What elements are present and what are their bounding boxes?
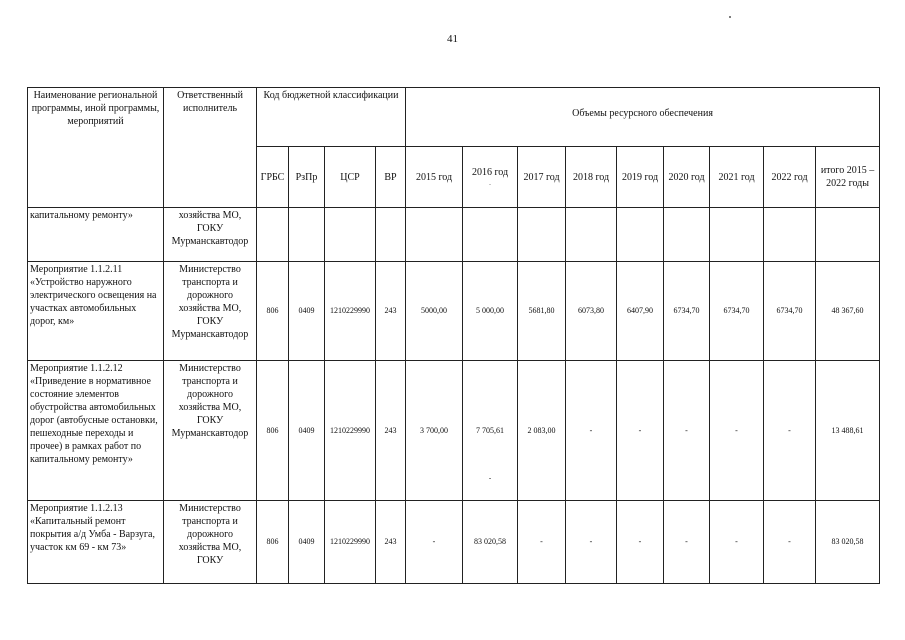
cell-rzpr: 0409	[289, 360, 325, 500]
cell-2018: -	[566, 360, 617, 500]
cell-total: 13 488,61	[816, 360, 880, 500]
cell-vr: 243	[376, 500, 406, 583]
row-executor: Министерство транспорта и дорожного хозяйства МО, ГОКУ Мурманскавтодор	[164, 360, 257, 500]
row-name: Мероприятие 1.1.2.12 «Приведение в нормативное состояние элементов обустройства автомобильных дорог (автобусные остановки, пешеходные переходы и прочее) в рамках работ по капитальному ремонту»	[28, 360, 164, 500]
cell-total: 48 367,60	[816, 262, 880, 360]
cell-2021: -	[710, 500, 764, 583]
cell-total: 83 020,58	[816, 500, 880, 583]
cell-2019: 6407,90	[617, 262, 664, 360]
cell-2015: 3 700,00	[406, 360, 463, 500]
stray-dot	[729, 16, 731, 18]
cell-2015: -	[406, 500, 463, 583]
cell-2016	[463, 208, 518, 262]
cell-2017: 2 083,00	[518, 360, 566, 500]
cell-2021: -	[710, 360, 764, 500]
cell-2021: 6734,70	[710, 262, 764, 360]
cell-csr: 1210229990	[325, 500, 376, 583]
row-name: Мероприятие 1.1.2.11 «Устройство наружного электрического освещения на участках автомобильных дорог, км»	[28, 262, 164, 360]
row-executor: хозяйства МО, ГОКУ Мурманскавтодор	[164, 208, 257, 262]
cell-vr: 243	[376, 262, 406, 360]
stray-mark: -	[489, 181, 492, 188]
cell-vr	[376, 208, 406, 262]
page-number: 41	[447, 33, 458, 45]
table-row	[28, 360, 880, 500]
budget-table	[27, 87, 880, 584]
header-year-2022: 2022 год	[764, 147, 816, 208]
cell-2019: -	[617, 360, 664, 500]
header-csr: ЦСР	[325, 147, 376, 208]
cell-vr: 243	[376, 360, 406, 500]
header-executor: Ответственный исполнитель	[164, 88, 257, 208]
header-name: Наименование региональной программы, иной программы, мероприятий	[28, 88, 164, 208]
cell-2018	[566, 208, 617, 262]
cell-csr	[325, 208, 376, 262]
header-year-2018: 2018 год	[566, 147, 617, 208]
header-budget-code: Код бюджетной классификации	[257, 88, 406, 147]
cell-2020: -	[664, 500, 710, 583]
header-year-2016	[463, 147, 518, 208]
cell-grbs	[257, 208, 289, 262]
cell-2019: -	[617, 500, 664, 583]
header-vr: ВР	[376, 147, 406, 208]
cell-2020	[664, 208, 710, 262]
cell-rzpr: 0409	[289, 500, 325, 583]
cell-2022: 6734,70	[764, 262, 816, 360]
header-year-2019: 2019 год	[617, 147, 664, 208]
table-row	[28, 262, 880, 360]
cell-2021	[710, 208, 764, 262]
cell-2016: 5 000,00	[463, 262, 518, 360]
row-name: капитальному ремонту»	[28, 208, 164, 262]
cell-value: 7 705,61	[476, 425, 505, 435]
cell-csr: 1210229990	[325, 360, 376, 500]
row-name: Мероприятие 1.1.2.13 «Капитальный ремонт покрытия а/д Умба - Варзуга, участок км 69 - км 73»	[28, 500, 164, 583]
cell-total	[816, 208, 880, 262]
cell-2022	[764, 208, 816, 262]
header-resources: Объемы ресурсного обеспечения	[406, 88, 880, 147]
cell-2015: 5000,00	[406, 262, 463, 360]
cell-2018: -	[566, 500, 617, 583]
header-year-2021: 2021 год	[710, 147, 764, 208]
row-executor: Министерство транспорта и дорожного хозяйства МО, ГОКУ	[164, 500, 257, 583]
cell-grbs: 806	[257, 500, 289, 583]
cell-2022: -	[764, 500, 816, 583]
cell-rzpr: 0409	[289, 262, 325, 360]
header-grbs: ГРБС	[257, 147, 289, 208]
cell-2017	[518, 208, 566, 262]
cell-2015	[406, 208, 463, 262]
stray-mark: -	[488, 473, 492, 482]
cell-2022: -	[764, 360, 816, 500]
cell-grbs: 806	[257, 262, 289, 360]
header-total: итого 2015 – 2022 годы	[816, 147, 880, 208]
cell-2017: -	[518, 500, 566, 583]
header-year-2020: 2020 год	[664, 147, 710, 208]
cell-2016: 83 020,58	[463, 500, 518, 583]
cell-rzpr	[289, 208, 325, 262]
cell-2020: -	[664, 360, 710, 500]
cell-2016	[463, 360, 518, 500]
cell-2017: 5681,80	[518, 262, 566, 360]
table-row	[28, 208, 880, 262]
cell-2019	[617, 208, 664, 262]
cell-csr: 1210229990	[325, 262, 376, 360]
header-year-2015: 2015 год	[406, 147, 463, 208]
header-rzpr: РзПр	[289, 147, 325, 208]
row-executor: Министерство транспорта и дорожного хозяйства МО, ГОКУ Мурманскавтодор	[164, 262, 257, 360]
table-row	[28, 500, 880, 583]
cell-2018: 6073,80	[566, 262, 617, 360]
header-year-2017: 2017 год	[518, 147, 566, 208]
cell-2020: 6734,70	[664, 262, 710, 360]
cell-grbs: 806	[257, 360, 289, 500]
header-year-label: 2016 год	[471, 166, 509, 178]
